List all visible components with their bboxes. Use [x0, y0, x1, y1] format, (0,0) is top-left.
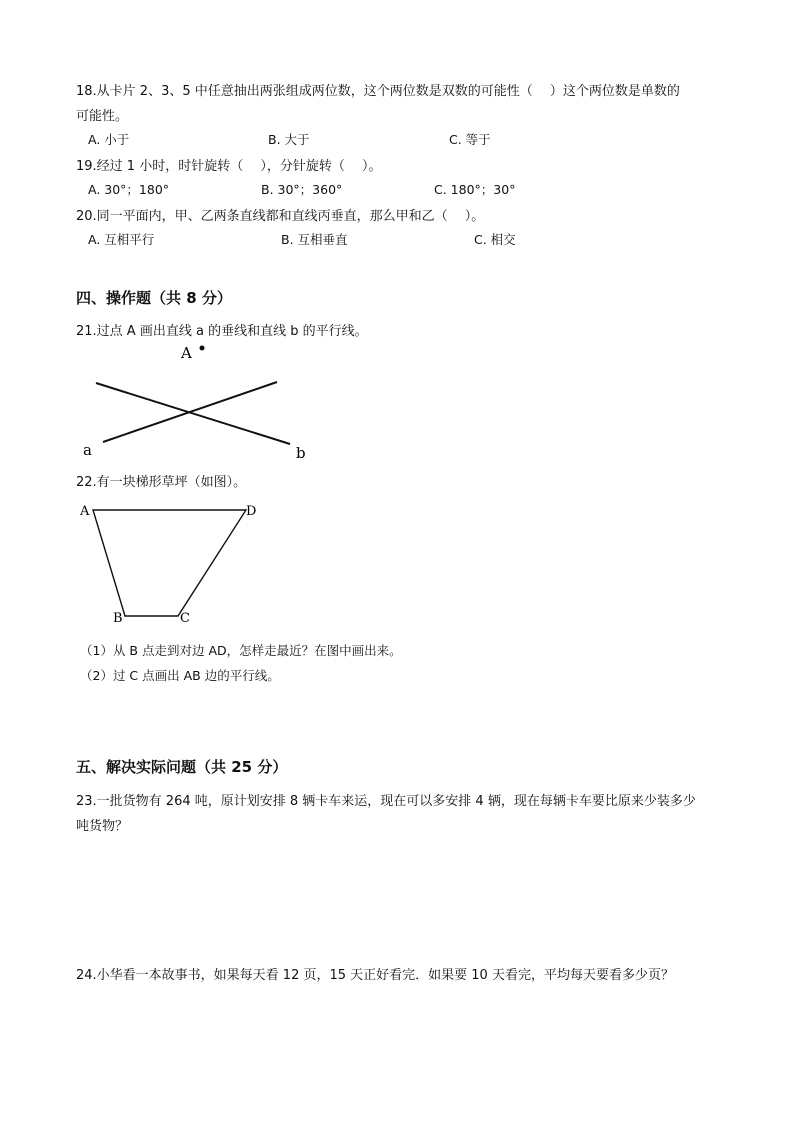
q18-option-c: C. 等于 [449, 132, 491, 147]
q18-option-a: A. 小于 [88, 132, 130, 147]
q19-stem: 19.经过 1 小时，时针旋转（ ），分针旋转（ ）。 [76, 159, 382, 174]
vertex-c-label: C [180, 611, 190, 626]
q21-point-a [200, 346, 205, 351]
q21-point-label: A [181, 344, 192, 362]
q21-figure [70, 338, 330, 468]
q22-sub1: （1）从 B 点走到对边 AD，怎样走最近？在图中画出来。 [80, 643, 402, 658]
q22-stem: 22.有一块梯形草坪（如图）。 [76, 475, 247, 490]
section-5-title: 五、解决实际问题（共 25 分） [76, 758, 288, 776]
q23-line2: 吨货物？ [76, 819, 129, 834]
vertex-b-label: B [113, 611, 123, 626]
q19-option-c: C. 180°；30° [434, 182, 516, 197]
q19-option-a: A. 30°；180° [88, 182, 170, 197]
q20-stem: 20.同一平面内，甲、乙两条直线都和直线丙垂直，那么甲和乙（ ）。 [76, 209, 485, 224]
q20-option-a: A. 互相平行 [88, 232, 155, 247]
q21-line-a-label: a [83, 441, 92, 459]
q21-line-b-label: b [296, 444, 306, 462]
q19-option-b: B. 30°；360° [261, 182, 343, 197]
q18-line2: 可能性。 [76, 109, 129, 124]
vertex-d-label: D [246, 504, 257, 519]
q18-line1: 18.从卡片 2、3、5 中任意抽出两张组成两位数，这个两位数是双数的可能性（ ）这个两位数是单数的 [76, 84, 680, 99]
q20-option-c: C. 相交 [474, 232, 516, 247]
q22-sub2: （2）过 C 点画出 AB 边的平行线。 [80, 668, 280, 683]
section-4-title: 四、操作题（共 8 分） [76, 289, 232, 307]
vertex-a-label: A [80, 504, 90, 519]
q21-stem: 21.过点 A 画出直线 a 的垂线和直线 b 的平行线。 [76, 324, 368, 339]
q18-option-b: B. 大于 [268, 132, 310, 147]
line-a [103, 382, 277, 442]
trapezoid-abcd [93, 510, 246, 616]
q23-line1: 23.一批货物有 264 吨，原计划安排 8 辆卡车来运，现在可以多安排 4 辆，现在每辆卡车要比原来少装多少 [76, 794, 696, 809]
q24-stem: 24.小华看一本故事书，如果每天看 12 页，15 天正好看完．如果要 10 天看完，平均每天要看多少页？ [76, 968, 674, 983]
q20-option-b: B. 互相垂直 [281, 232, 348, 247]
q22-trapezoid-figure [70, 496, 270, 631]
